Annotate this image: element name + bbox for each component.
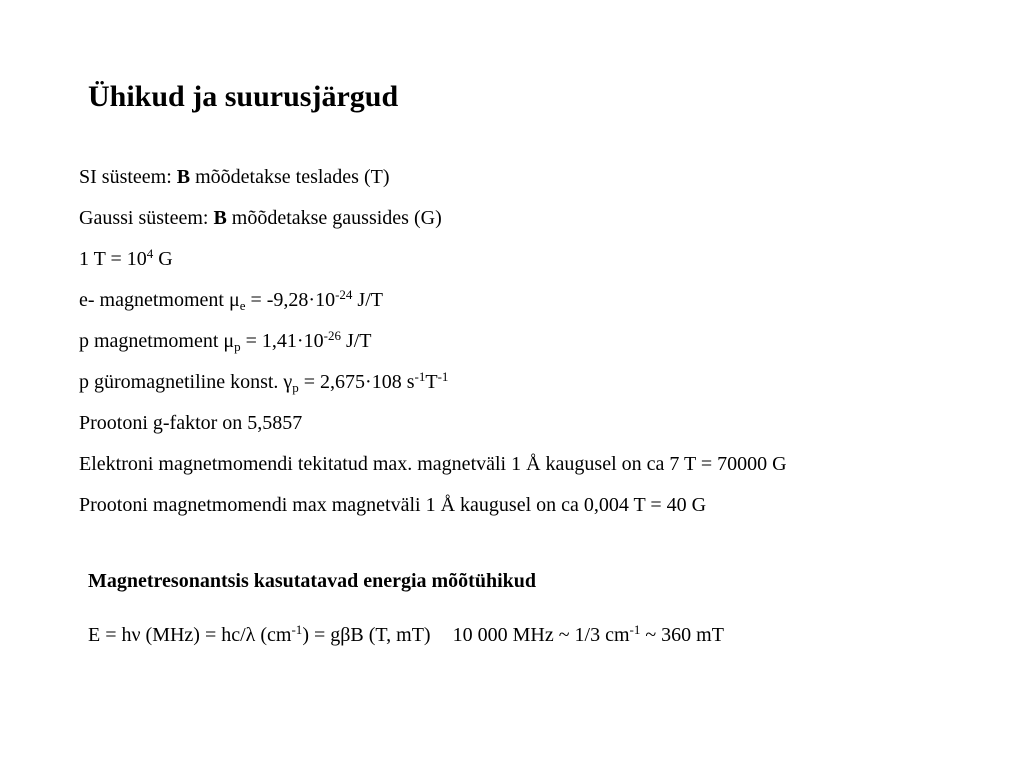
proton-field-line: Prootoni magnetmomendi max magnetväli 1 Å kaugusel on ca 0,004 T = 40 G [79, 494, 707, 516]
mu-symbol: μ [223, 330, 235, 352]
formula-b: ) = gβB (T, mT) [302, 624, 431, 646]
electron-moment-line [79, 285, 383, 315]
gauss-system-line [79, 203, 442, 233]
gyromagnetic-b: = 2,675·108 s [298, 371, 415, 393]
proton-moment-c: J/T [340, 330, 372, 352]
gauss-symbol-b: B [213, 207, 227, 229]
si-prefix: SI süsteem: [79, 166, 177, 188]
si-symbol-b: B [176, 166, 191, 188]
slide-title: Ühikud ja suurusjärgud [88, 80, 399, 113]
proton-moment-b: = 1,41·10 [240, 330, 324, 352]
tesla-gauss-b: G [153, 248, 173, 270]
gyromagnetic-exp1: -1 [414, 369, 426, 384]
formula-a: E = hν (MHz) = hc/λ (cm [88, 624, 292, 646]
energy-formula-line [88, 624, 724, 647]
proton-moment-a: p magnetmoment [79, 330, 224, 352]
tesla-gauss-exp: 4 [146, 246, 154, 261]
gyromagnetic-exp2: -1 [437, 369, 449, 384]
tesla-gauss-a: 1 T = 10 [79, 248, 147, 270]
proton-moment-exp: -26 [323, 328, 341, 343]
gyromagnetic-c: T [425, 371, 438, 393]
gyromagnetic-a: p güromagnetiline konst. [79, 371, 284, 393]
proton-moment-line [79, 326, 372, 356]
electron-moment-b: = -9,28·10 [245, 289, 336, 311]
gyromagnetic-sub: p [292, 380, 299, 395]
electron-moment-sub: e [239, 298, 246, 313]
electron-moment-c: J/T [352, 289, 383, 311]
g-factor-line: Prootoni g-faktor on 5,5857 [79, 412, 303, 434]
formula-exp2: -1 [629, 622, 641, 637]
electron-moment-exp: -24 [335, 287, 353, 302]
energy-units-heading: Magnetresonantsis kasutatavad energia mõõtühikud [88, 570, 537, 592]
gauss-prefix: Gaussi süsteem: [79, 207, 214, 229]
electron-moment-a: e- magnetmoment [79, 289, 229, 311]
formula-d: ~ 360 mT [640, 624, 724, 646]
mu-symbol: μ [228, 289, 240, 311]
gyromagnetic-line [79, 367, 448, 397]
gamma-symbol: γ [283, 371, 293, 393]
si-suffix: mõõdetakse teslades (T) [190, 166, 390, 188]
si-system-line [79, 162, 390, 192]
gauss-suffix: mõõdetakse gaussides (G) [226, 207, 442, 229]
electron-field-line: Elektroni magnetmomendi tekitatud max. magnetväli 1 Å kaugusel on ca 7 T = 70000 G [79, 453, 787, 475]
formula-c: 10 000 MHz ~ 1/3 cm [452, 624, 630, 646]
proton-moment-sub: p [234, 339, 241, 354]
formula-exp1: -1 [291, 622, 303, 637]
tesla-gauss-line [79, 244, 173, 274]
